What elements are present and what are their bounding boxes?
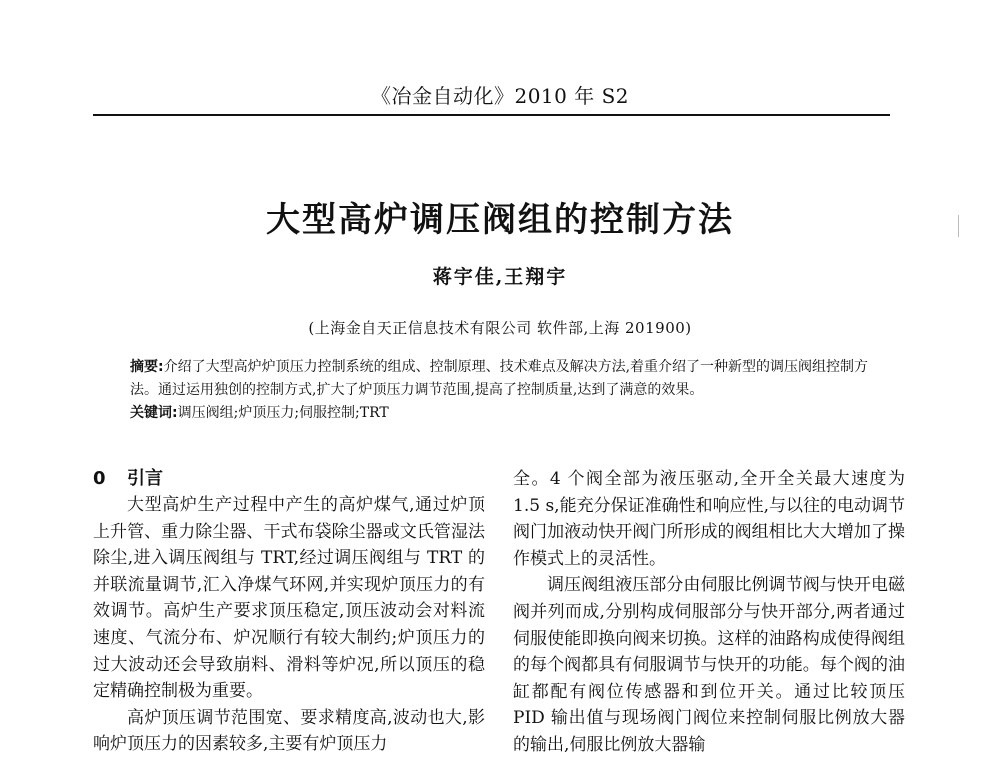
- body-paragraph: 全。4 个阀全部为液压驱动,全开全关最大速度为 1.5 s,能充分保证准确性和响应性,与以往的电动调节阀门加液动快开阀门所形成的阀组相比大大增加了操作模式上的灵活性。: [513, 469, 905, 569]
- article-affiliation: (上海金自天正信息技术有限公司 软件部,上海 201900): [308, 319, 692, 337]
- running-header: 《冶金自动化》2010 年 S2: [370, 84, 630, 108]
- keywords-label: 关键词:: [130, 405, 178, 421]
- abstract-text: 介绍了大型高炉炉顶压力控制系统的组成、控制原理、技术难点及解决方法,着重介绍了一种新型的调压阀组控制方法。通过运用独创的控制方式,扩大了炉顶压力调节范围,提高了控制质量,达到了满意的效果。: [130, 359, 869, 398]
- article-title: 大型高炉调压阀组的控制方法: [266, 200, 734, 240]
- header-rule: [93, 114, 890, 116]
- section-heading: [93, 466, 485, 492]
- body-paragraph: 高炉顶压调节范围宽、要求精度高,波动也大,影响炉顶压力的因素较多,主要有炉顶压力: [93, 707, 485, 755]
- abstract-block: [130, 356, 880, 425]
- keywords-paragraph: [130, 402, 880, 425]
- abstract-paragraph: [130, 356, 880, 402]
- abstract-label: 摘要:: [130, 359, 164, 375]
- article-authors: 蒋宇佳,王翔宇: [432, 266, 568, 288]
- right-column: [513, 466, 905, 759]
- body-paragraph: 大型高炉生产过程中产生的高炉煤气,通过炉顶上升管、重力除尘器、干式布袋除尘器或文氏管湿法除尘,进入调压阀组与 TRT,经过调压阀组与 TRT 的并联流量调节,汇入净煤气环网,并实现炉顶压力的有效调节。高炉生产要求顶压稳定,顶压波动会对料流速度、气流分布、炉况顺行有较大制约;炉顶压力的过大波动还会导致崩料、滑料等炉况,所以顶压的稳定精确控制极为重要。: [93, 495, 485, 702]
- left-column: [93, 466, 485, 758]
- section-title: 引言: [127, 468, 163, 489]
- body-paragraph: 调压阀组液压部分由伺服比例调节阀与快开电磁阀并列而成,分别构成伺服部分与快开部分,两者通过伺服使能即换向阀来切换。这样的油路构成使得阀组的每个阀都具有伺服调节与快开的功能。每个阀的油缸都配有阀位传感器和到位开关。通过比较顶压 PID 输出值与现场阀门阀位来控制伺服比例放大器的输出,伺服比例放大器输: [513, 575, 905, 755]
- keywords-text: 调压阀组;炉顶压力;伺服控制;TRT: [177, 405, 389, 421]
- section-number: 0: [93, 468, 106, 489]
